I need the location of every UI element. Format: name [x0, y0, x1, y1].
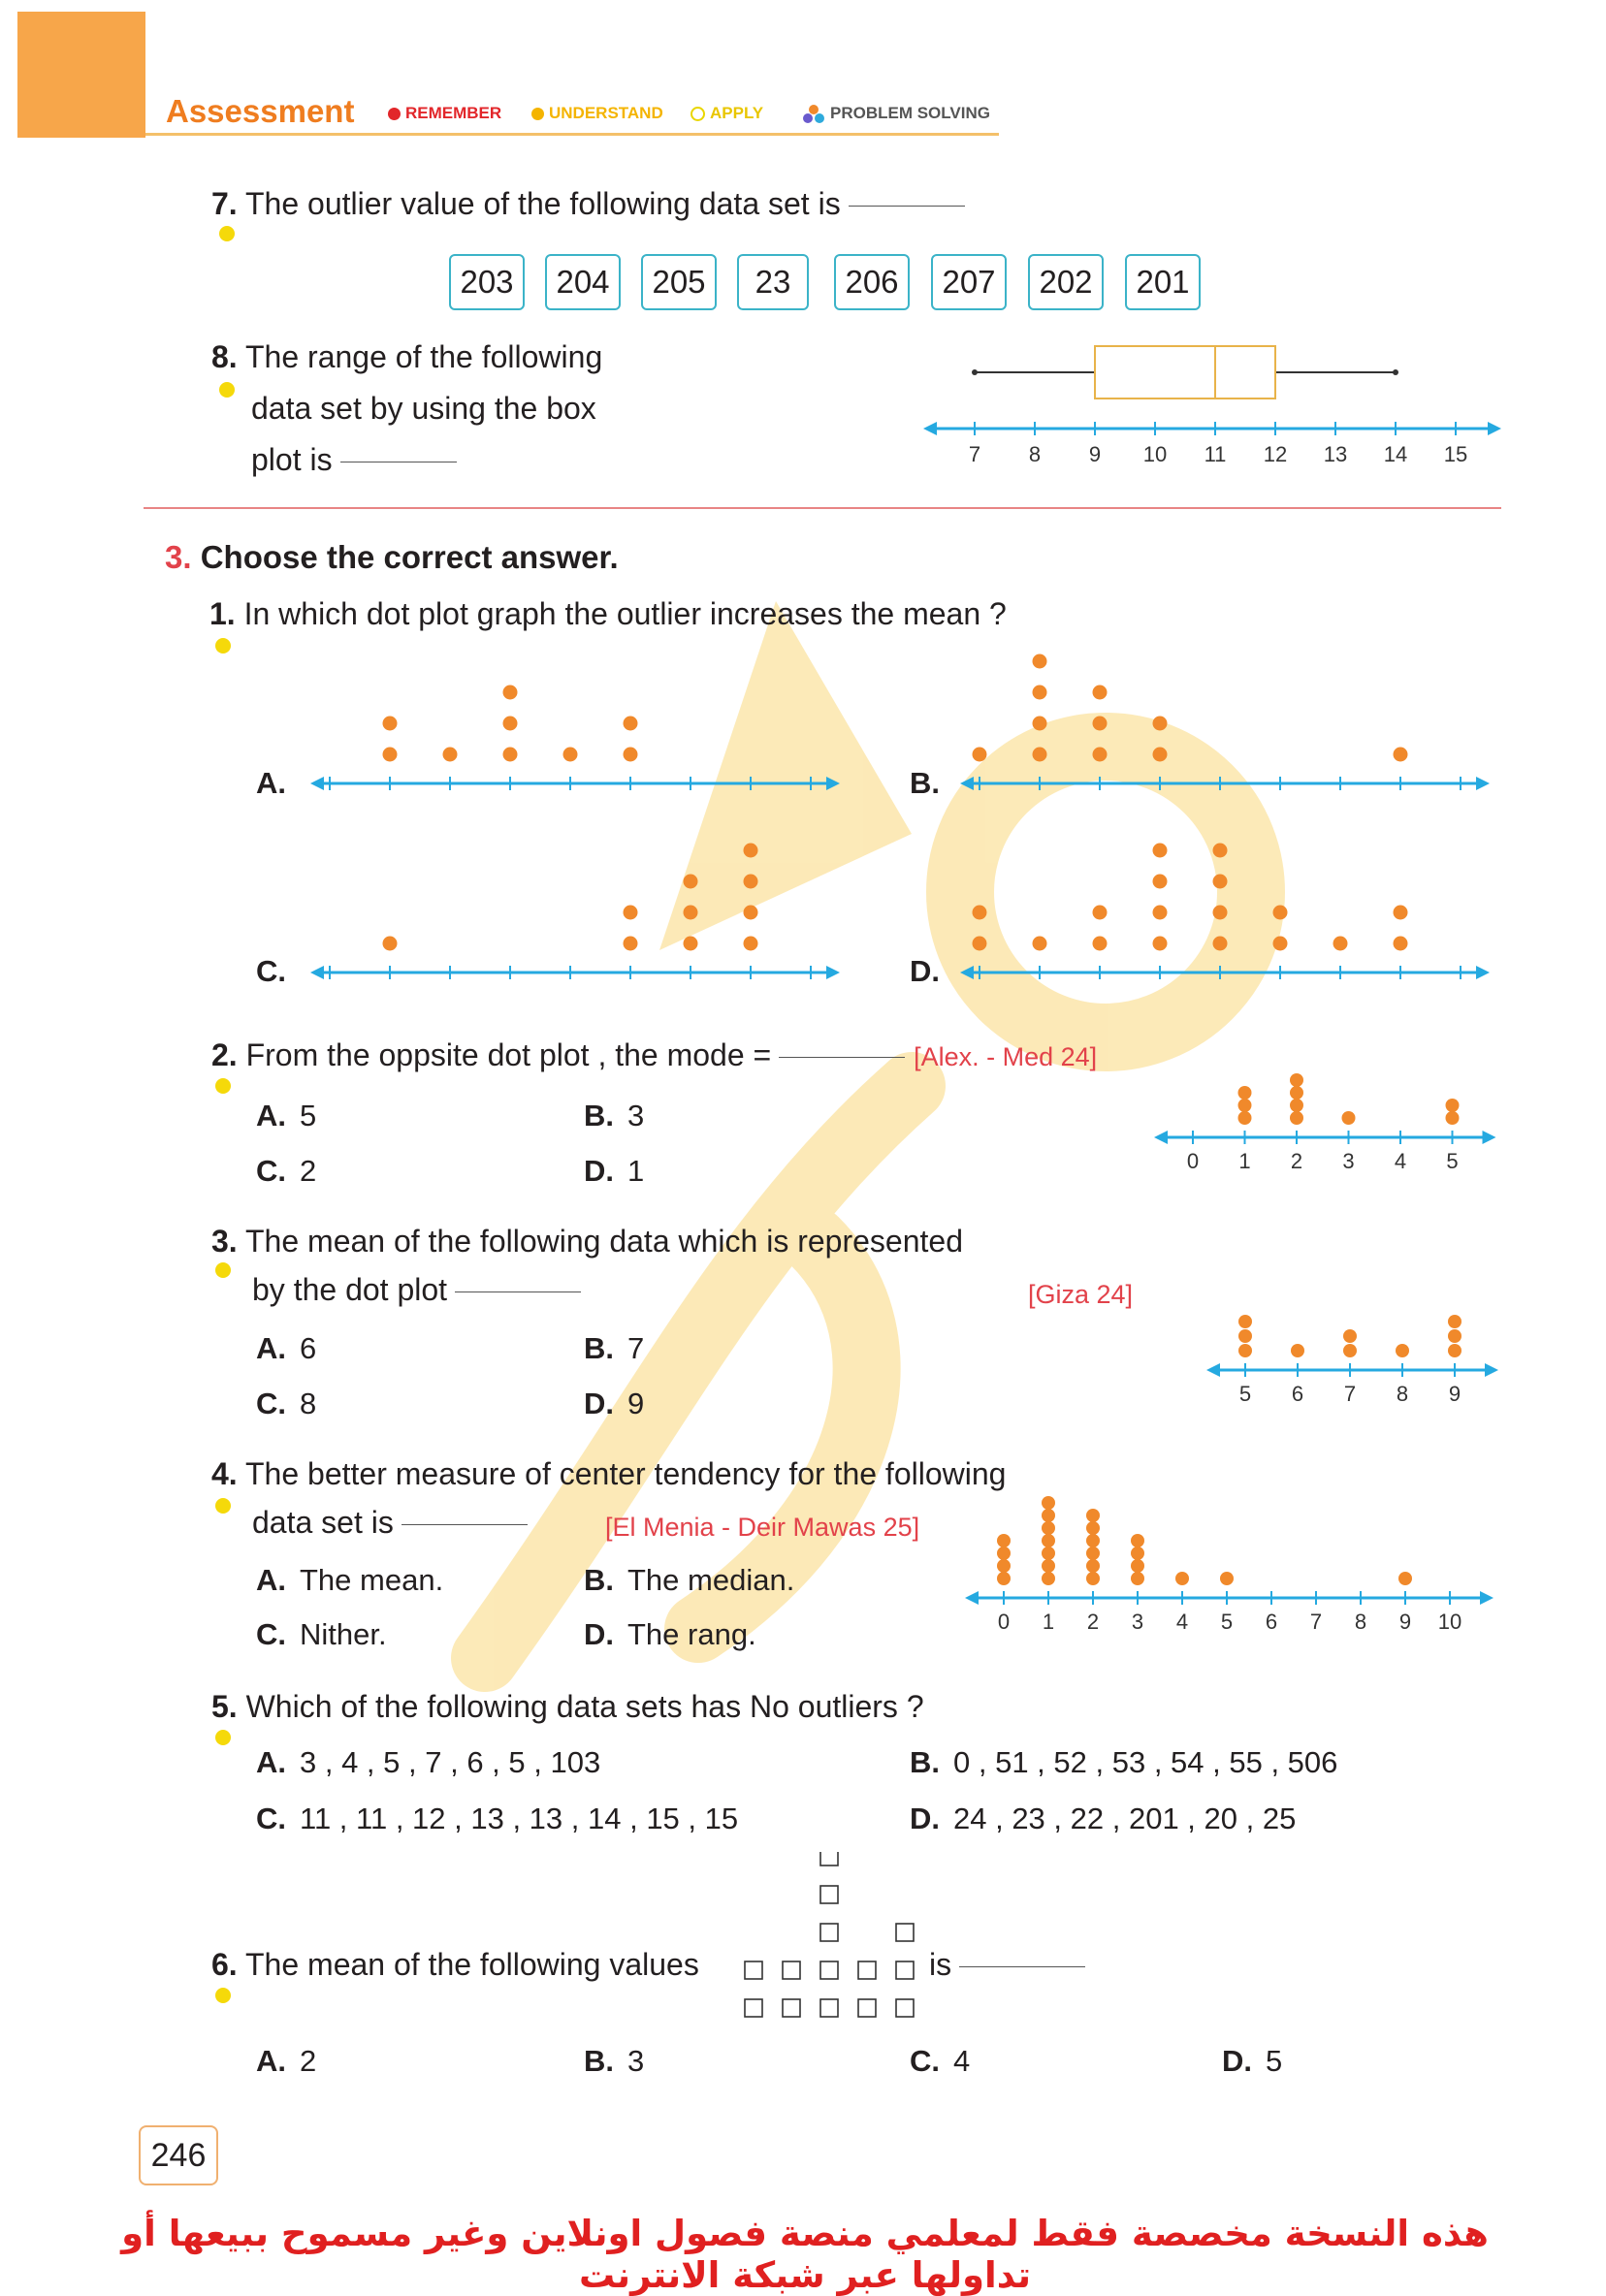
data-dot — [1343, 1344, 1357, 1357]
choice-question-5: 5. Which of the following data sets has No outliers ? — [211, 1689, 924, 1724]
tick-label: 3 — [1342, 1149, 1355, 1173]
data-dot — [1448, 1329, 1461, 1343]
option-b[interactable]: B. The median. — [584, 1563, 795, 1597]
data-dot — [1448, 1344, 1461, 1357]
dot-plot-mean — [1193, 1275, 1513, 1411]
option-a[interactable]: A. 3 , 4 , 5 , 7 , 6 , 5 , 103 — [256, 1745, 601, 1779]
level-dot-icon — [215, 1730, 231, 1745]
data-dot — [1042, 1521, 1055, 1535]
axis-arrow-left — [960, 777, 974, 790]
tick-label: 6 — [1265, 1610, 1278, 1634]
tick-label: 5 — [1446, 1149, 1459, 1173]
option-c[interactable]: C. 2 — [256, 1154, 317, 1188]
data-dot — [1238, 1329, 1252, 1343]
tick-label: 9 — [1398, 1610, 1412, 1634]
data-dot — [1131, 1534, 1144, 1547]
tick-label: 7 — [1309, 1610, 1323, 1634]
tick-label: 0 — [997, 1610, 1011, 1634]
level-dot-icon — [215, 1262, 231, 1278]
tally-square — [896, 1999, 914, 2017]
data-dot — [1042, 1496, 1055, 1510]
tick-label: 12 — [1263, 442, 1288, 466]
option-a[interactable]: A. 6 — [256, 1331, 317, 1365]
data-dot — [973, 906, 987, 920]
data-dot — [1086, 1572, 1100, 1585]
source-tag: [Alex. - Med 24] — [914, 1042, 1098, 1071]
tick-label: 2 — [1290, 1149, 1303, 1173]
dot-plot-center — [955, 1469, 1508, 1639]
choice-question-4: 4. The better measure of center tendency for the following — [211, 1456, 1007, 1491]
data-dot — [1042, 1547, 1055, 1560]
data-dot — [1290, 1111, 1303, 1125]
tick-label: 9 — [1088, 442, 1102, 466]
value-box: 205 — [641, 254, 717, 310]
level-problem-solving: PROBLEM SOLVING — [803, 104, 990, 123]
data-dot — [684, 875, 698, 889]
data-dot — [624, 717, 638, 731]
tally-square — [820, 1924, 838, 1941]
tally-square — [783, 1961, 800, 1979]
data-dot — [1093, 686, 1108, 700]
data-dot — [1238, 1099, 1252, 1112]
data-dot — [973, 937, 987, 951]
option-d[interactable]: D. The rang. — [584, 1617, 756, 1651]
data-dot — [1273, 937, 1288, 951]
data-dot — [1213, 875, 1228, 889]
option-b[interactable]: B. 7 — [584, 1331, 645, 1365]
data-dot — [1086, 1559, 1100, 1573]
question-8-line2: data set by using the box — [251, 391, 596, 426]
value-box: 206 — [834, 254, 910, 310]
data-dot — [684, 906, 698, 920]
data-dot — [1213, 844, 1228, 858]
tick-label: 11 — [1204, 442, 1227, 466]
option-a[interactable]: A. The mean. — [256, 1563, 444, 1597]
data-dot — [997, 1534, 1011, 1547]
data-dot — [1396, 1344, 1409, 1357]
copyright-note: هذه النسخة مخصصة فقط لمعلمي منصة فصول اونلاين وغير مسموح ببيعها أو تداولها عبر شبكة الانترنت — [121, 2213, 1489, 2296]
value-box: 201 — [1125, 254, 1201, 310]
data-dot — [1131, 1572, 1144, 1585]
data-dot — [744, 937, 758, 951]
level-understand: UNDERSTAND — [531, 104, 663, 123]
data-dot — [1086, 1547, 1100, 1560]
tick-label: 13 — [1323, 442, 1348, 466]
data-dot — [1394, 748, 1408, 762]
option-d[interactable]: D. 5 — [1222, 2044, 1283, 2078]
data-dot — [1093, 937, 1108, 951]
axis-arrow-left — [310, 777, 324, 790]
data-dot — [1448, 1315, 1461, 1328]
answer-blank — [779, 1057, 905, 1058]
tick-label: 8 — [1028, 442, 1042, 466]
data-dot — [1446, 1099, 1460, 1112]
data-dot — [1042, 1559, 1055, 1573]
data-dot — [1238, 1344, 1252, 1357]
tally-square — [858, 1999, 876, 2017]
data-dot — [997, 1559, 1011, 1573]
question-7: 7. The outlier value of the following data set is — [211, 186, 965, 222]
data-dot — [624, 748, 638, 762]
data-dot — [1290, 1099, 1303, 1112]
value-box: 203 — [449, 254, 525, 310]
option-a[interactable]: A. 5 — [256, 1099, 317, 1132]
level-dot-icon — [215, 1078, 231, 1094]
choice-question-6-suffix: is — [929, 1947, 1085, 1983]
option-d[interactable]: D. 9 — [584, 1387, 645, 1420]
option-c[interactable]: C. 8 — [256, 1387, 317, 1420]
data-dot — [1175, 1572, 1189, 1585]
level-dot-icon — [215, 1988, 231, 2003]
tick-label: 3 — [1131, 1610, 1144, 1634]
tick-label: 7 — [968, 442, 981, 466]
data-dot — [443, 748, 458, 762]
axis-arrow-right — [826, 966, 840, 979]
tick-label: 8 — [1396, 1382, 1409, 1406]
option-c[interactable]: C. 4 — [910, 2044, 971, 2078]
choice-question-3: 3. The mean of the following data which is represented — [211, 1224, 963, 1259]
tally-square — [783, 1999, 800, 2017]
data-dot — [973, 748, 987, 762]
data-dot — [1238, 1315, 1252, 1328]
tally-square — [896, 1924, 914, 1941]
data-dot — [1033, 937, 1047, 951]
tick-label: 0 — [1186, 1149, 1200, 1173]
data-dot — [624, 937, 638, 951]
axis-arrow-right — [1480, 1591, 1494, 1605]
option-c[interactable]: C. Nither. — [256, 1617, 387, 1651]
dot-plot-mode — [1144, 1037, 1513, 1178]
option-c[interactable]: C. 11 , 11 , 12 , 13 , 13 , 14 , 15 , 15 — [256, 1802, 739, 1835]
data-dot — [1220, 1572, 1234, 1585]
data-dot — [1033, 654, 1047, 669]
data-dot — [744, 906, 758, 920]
option-b[interactable]: B. 0 , 51 , 52 , 53 , 54 , 55 , 506 — [910, 1745, 1338, 1779]
tally-square — [858, 1961, 876, 1979]
tick-label: 4 — [1394, 1149, 1407, 1173]
tick-label: 15 — [1443, 442, 1468, 466]
data-dot — [383, 717, 398, 731]
data-dot — [503, 686, 518, 700]
tally-square — [820, 1852, 838, 1866]
data-dot — [1042, 1572, 1055, 1585]
data-dot — [1238, 1086, 1252, 1100]
data-dot — [1394, 906, 1408, 920]
tick-label: 5 — [1238, 1382, 1252, 1406]
data-dot — [1131, 1559, 1144, 1573]
level-dot-icon — [215, 1498, 231, 1514]
tick-label: 1 — [1238, 1149, 1251, 1173]
option-d[interactable]: D. 1 — [584, 1154, 645, 1188]
data-dot — [1343, 1329, 1357, 1343]
option-a-label[interactable]: A. — [256, 766, 286, 800]
data-dot — [1042, 1534, 1055, 1547]
tick-label: 8 — [1354, 1610, 1367, 1634]
tick-label: 6 — [1291, 1382, 1304, 1406]
data-dot — [997, 1547, 1011, 1560]
option-a[interactable]: A. 2 — [256, 2044, 317, 2078]
data-dot — [1153, 906, 1168, 920]
section-heading: 3. Choose the correct answer. — [165, 539, 619, 575]
answer-blank — [402, 1524, 528, 1525]
data-dot — [383, 748, 398, 762]
data-dot — [1213, 906, 1228, 920]
axis-arrow-left — [1206, 1363, 1220, 1377]
data-dot — [1093, 748, 1108, 762]
source-tag: [El Menia - Deir Mawas 25] — [605, 1513, 920, 1542]
option-c-label[interactable]: C. — [256, 954, 286, 988]
level-remember: REMEMBER — [388, 104, 501, 123]
data-dot — [1033, 717, 1047, 731]
data-dot — [1290, 1073, 1303, 1087]
tick-label: 14 — [1383, 442, 1408, 466]
data-dot — [1086, 1534, 1100, 1547]
page-number: 246 — [139, 2125, 218, 2185]
option-d[interactable]: D. 24 , 23 , 22 , 201 , 20 , 25 — [910, 1802, 1297, 1835]
tick-label: 4 — [1175, 1610, 1189, 1634]
tally-square — [745, 1999, 762, 2017]
data-dot — [1273, 906, 1288, 920]
axis-arrow-left — [965, 1591, 979, 1605]
data-dot — [383, 937, 398, 951]
data-dot — [744, 875, 758, 889]
data-dot — [1153, 937, 1168, 951]
data-dot — [503, 717, 518, 731]
data-dot — [744, 844, 758, 858]
axis-arrow-right — [1485, 1363, 1498, 1377]
level-apply: APPLY — [691, 104, 763, 123]
data-dot — [684, 937, 698, 951]
data-dot — [1238, 1111, 1252, 1125]
choice-question-6: 6. The mean of the following values — [211, 1947, 699, 1982]
axis-arrow-left — [960, 966, 974, 979]
data-dot — [1153, 844, 1168, 858]
data-dot — [1093, 717, 1108, 731]
tick-label: 9 — [1448, 1382, 1461, 1406]
answer-blank — [959, 1966, 1085, 1967]
data-dot — [1290, 1086, 1303, 1100]
tally-square — [745, 1961, 762, 1979]
tally-square — [896, 1961, 914, 1979]
tally-square — [820, 1999, 838, 2017]
choice-question-2: 2. From the oppsite dot plot , the mode = [Alex. - Med 24] — [211, 1037, 1098, 1072]
source-tag: [Giza 24] — [1028, 1280, 1134, 1309]
data-dot — [1093, 906, 1108, 920]
question-8: 8. The range of the following — [211, 339, 603, 374]
axis-arrow-left — [310, 966, 324, 979]
data-dot — [997, 1572, 1011, 1585]
tick-label: 10 — [1142, 442, 1168, 466]
data-dot — [1342, 1111, 1356, 1125]
data-dot — [1291, 1344, 1304, 1357]
tick-label: 10 — [1437, 1610, 1462, 1634]
data-dot — [1086, 1521, 1100, 1535]
data-dot — [1086, 1509, 1100, 1522]
tally-square — [820, 1886, 838, 1903]
axis-arrow-left — [1154, 1131, 1168, 1144]
data-dot — [1398, 1572, 1412, 1585]
value-box: 202 — [1028, 254, 1104, 310]
tick-label: 2 — [1086, 1610, 1100, 1634]
tick-label: 1 — [1042, 1610, 1055, 1634]
option-b[interactable]: B. 3 — [584, 1099, 645, 1132]
data-dot — [563, 748, 578, 762]
value-box: 23 — [737, 254, 809, 310]
data-dot — [1213, 937, 1228, 951]
value-box: 204 — [545, 254, 621, 310]
tally-square — [820, 1961, 838, 1979]
choice-question-3-line2: by the dot plot — [252, 1272, 581, 1308]
tick-label: 5 — [1220, 1610, 1234, 1634]
data-dot — [1394, 937, 1408, 951]
axis-arrow-right — [1476, 966, 1490, 979]
data-dot — [1131, 1547, 1144, 1560]
axis-arrow-right — [1476, 777, 1490, 790]
option-d-label[interactable]: D. — [910, 954, 940, 988]
data-dot — [1042, 1509, 1055, 1522]
choice-question-1: 1. In which dot plot graph the outlier increases the mean ? — [209, 596, 1007, 631]
data-dot — [1446, 1111, 1460, 1125]
option-b[interactable]: B. 3 — [584, 2044, 645, 2078]
data-dot — [503, 748, 518, 762]
data-dot — [1333, 937, 1348, 951]
data-dot — [1153, 875, 1168, 889]
square-tally-plot — [737, 1852, 931, 2036]
value-box: 207 — [931, 254, 1007, 310]
dot-plot-a — [0, 0, 1606, 1067]
axis-arrow-right — [826, 777, 840, 790]
axis-arrow-right — [1483, 1131, 1496, 1144]
data-dot — [1153, 717, 1168, 731]
page-title: Assessment — [166, 93, 355, 129]
tick-label: 7 — [1343, 1382, 1357, 1406]
question-8-line3: plot is — [251, 442, 457, 478]
data-dot — [1153, 748, 1168, 762]
data-dot — [1033, 748, 1047, 762]
option-b-label[interactable]: B. — [910, 766, 940, 800]
data-dot — [624, 906, 638, 920]
choice-question-4-line2: data set is — [252, 1505, 528, 1541]
data-dot — [1033, 686, 1047, 700]
